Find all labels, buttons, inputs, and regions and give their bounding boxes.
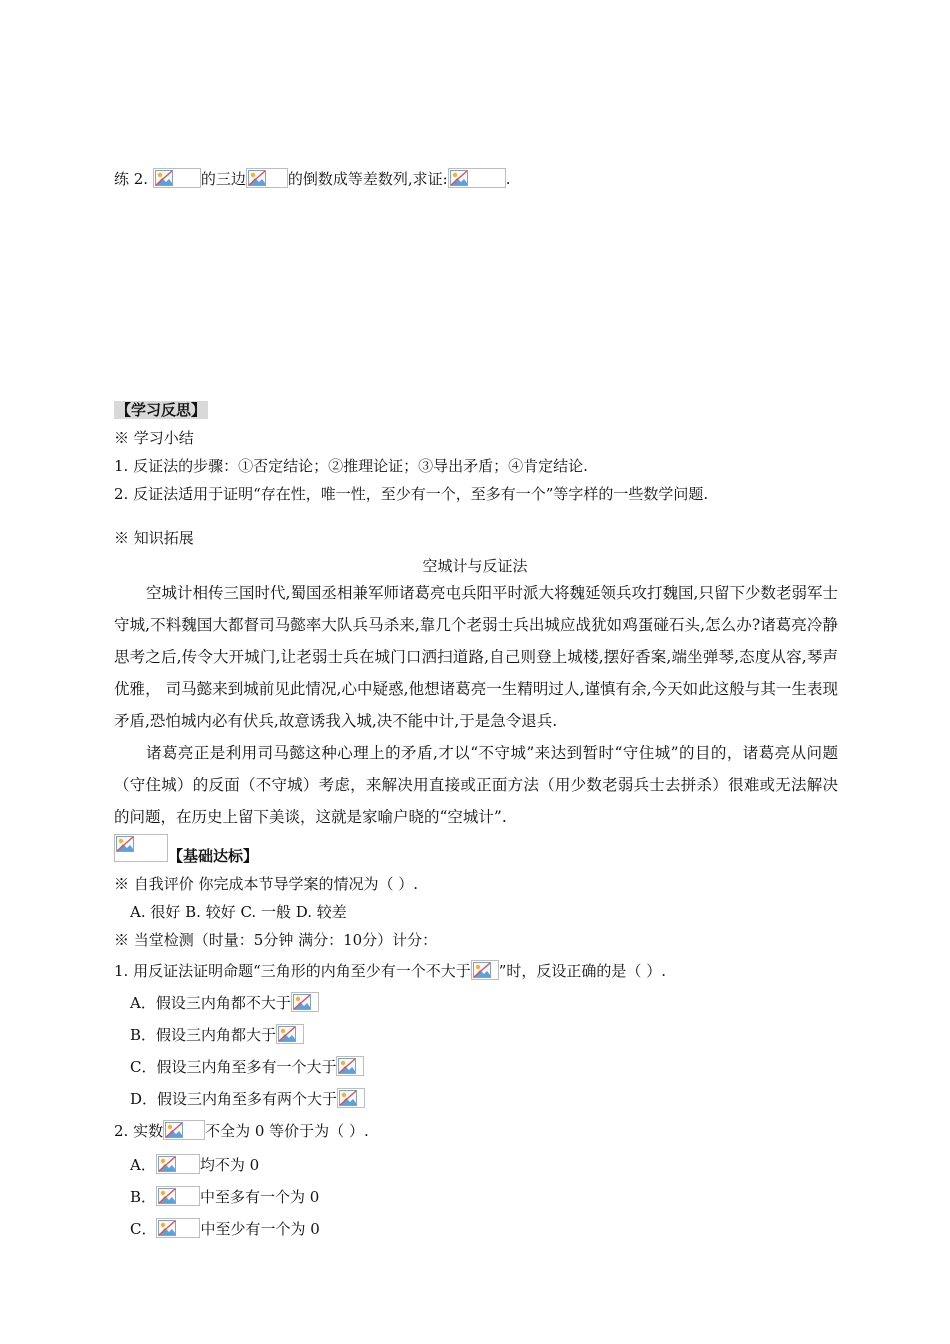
question-2-option-a	[130, 1154, 259, 1175]
question-1-option-a	[130, 992, 319, 1013]
option-text: 中至多有一个为 0	[200, 1188, 320, 1206]
option-text: D．假设三内角至多有两个大于	[130, 1090, 338, 1108]
question-1-option-b	[130, 1024, 304, 1045]
broken-image-icon	[336, 1056, 364, 1076]
option-label: A．	[130, 1156, 156, 1174]
broken-image-icon	[448, 168, 506, 188]
basics-heading-text: 【基础达标】	[168, 847, 259, 865]
reflection-heading-row	[114, 400, 208, 420]
question-1-text-b: ”时，反设正确的是（ ）.	[498, 962, 666, 980]
story-paragraph-2: 诸葛亮正是利用司马懿这种心理上的矛盾,才以“不守城”来达到暂时“守住城”的目的，诸葛亮从问题（守住城）的反面（不守城）考虑，来解决用直接或正面方法（用少数老弱兵士去拼杀）很难或无法解决的问题，在历史上留下美谈，这就是家喻户晓的“空城计”.	[114, 744, 838, 826]
broken-image-icon	[276, 1024, 304, 1044]
option-text: 中至少有一个为 0	[200, 1220, 320, 1238]
question-2-text-a: 2. 实数	[114, 1122, 164, 1140]
exercise-2-text-1: 的三边	[200, 170, 246, 188]
broken-image-icon	[156, 1154, 200, 1174]
option-text: 均不为 0	[199, 1156, 260, 1174]
question-1-stem	[114, 960, 666, 981]
story-title: 空城计与反证法	[422, 557, 528, 575]
broken-image-icon	[471, 960, 499, 980]
broken-image-icon	[291, 992, 319, 1012]
question-1-option-c	[130, 1056, 364, 1077]
self-evaluation-options: A. 很好 B. 较好 C. 一般 D. 较差	[130, 903, 347, 921]
broken-image-icon	[153, 168, 201, 188]
option-text: A．假设三内角都不大于	[130, 994, 291, 1012]
exercise-2-text-2: 的倒数成等差数列,求证:	[287, 170, 448, 188]
question-2-stem	[114, 1120, 369, 1141]
summary-item-1: 1. 反证法的步骤：①否定结论；②推理论证；③导出矛盾；④肯定结论.	[114, 457, 588, 475]
basics-heading	[168, 846, 258, 866]
exercise-2-prefix: 练 2.	[114, 170, 153, 188]
option-label: C．	[130, 1220, 157, 1238]
broken-image-icon	[114, 834, 168, 862]
question-2-option-b	[130, 1186, 319, 1207]
option-text: C．假设三内角至多有一个大于	[130, 1058, 337, 1076]
option-text: B．假设三内角都大于	[130, 1026, 277, 1044]
broken-image-icon	[156, 1218, 200, 1238]
summary-title: ※ 学习小结	[114, 429, 194, 447]
test-title: ※ 当堂检测（时量：5分钟 满分：10分）计分：	[114, 931, 438, 949]
broken-image-icon	[246, 168, 288, 188]
broken-image-icon	[337, 1088, 365, 1108]
exercise-2	[114, 168, 510, 189]
option-label: B．	[130, 1188, 157, 1206]
question-1-option-d	[130, 1088, 365, 1109]
summary-item-2: 2. 反证法适用于证明“存在性，唯一性，至少有一个，至多有一个”等字样的一些数学问题.	[114, 485, 709, 503]
exercise-2-end: .	[505, 170, 511, 188]
broken-image-icon	[156, 1186, 200, 1206]
broken-image-icon	[163, 1120, 205, 1140]
question-2-text-b: 不全为 0 等价于为（ ）.	[205, 1122, 369, 1140]
story-paragraph-1: 空城计相传三国时代,蜀国丞相兼军师诸葛亮屯兵阳平时派大将魏延领兵攻打魏国,只留下少数老弱军士守城,不料魏国大都督司马懿率大队兵马杀来,靠几个老弱士兵出城应战犹如鸡蛋碰石头,怎么办?诸葛亮冷静思考之后,传令大开城门,让老弱士兵在城门口洒扫道路,自己则登上城楼,摆好香案,端坐弹琴,态度从容,琴声优雅， 司马懿来到城前见此情况,心中疑惑,他想诸葛亮一生精明过人,谨慎有余,今天如此这般与其一生表现矛盾,恐怕城内必有伏兵,故意诱我入城,决不能中计,于是急令退兵.	[114, 584, 838, 730]
extension-title: ※ 知识拓展	[114, 529, 194, 547]
question-2-option-c	[130, 1218, 320, 1239]
decorative-image	[114, 834, 168, 863]
question-1-text-a: 1. 用反证法证明命题“三角形的内角至少有一个不大于	[114, 962, 471, 980]
reflection-heading: 【学习反思】	[116, 401, 207, 419]
self-evaluation: ※ 自我评价 你完成本节导学案的情况为（ ）.	[114, 875, 419, 893]
